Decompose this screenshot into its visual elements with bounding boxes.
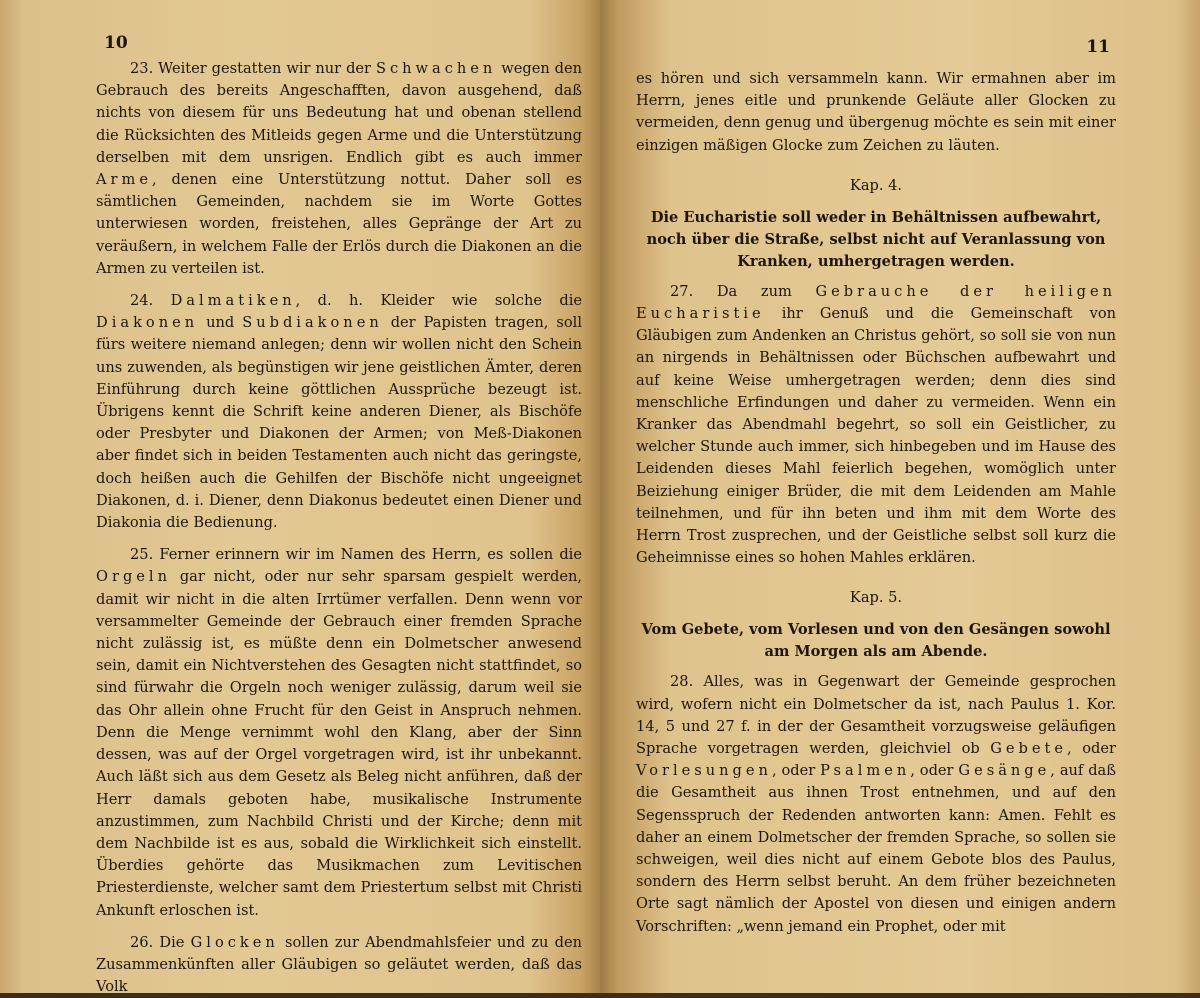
text-run: Weiter gestatten wir nur der	[158, 60, 372, 77]
paragraph-23	[96, 58, 582, 280]
continuation-paragraph: es hören und sich versammeln kann. Wir ermahnen aber im Herrn, jenes eitle und prunkende Geläute aller Glocken zu vermeiden, denn genug und übergenug möchte es sein mit einer einzigen mäßigen Glocke zum Zeichen zu läuten.	[636, 70, 1116, 154]
left-page	[0, 0, 600, 996]
chapter-title: Die Eucharistie soll weder in Behältnissen aufbewahrt, noch über die Straße, selbst nicht auf Veranlassung von Kranken, umhergetragen werden.	[646, 208, 1106, 270]
paragraph-number: 28.	[670, 673, 694, 691]
paragraph-number: 24.	[130, 292, 154, 310]
paragraph-26	[96, 932, 582, 998]
chapter-heading: Kap. 4.	[849, 176, 903, 194]
text-run: gar nicht, oder nur sehr sparsam gespielt werden, damit wir nicht in die alten Irrtümer verfallen. Denn wenn vor versammelter Gemeinde der Gebrauch einer fremden Sprache nicht zulässig ist, es müßte denn ein Dolmetscher anwesend sein, damit ein Nichtverstehen des Gesagten nicht stattfindet, so sind fürwahr die Orgeln noch weniger zulässig, darum weil sie das Ohr allein ohne Frucht für den Geist in Anspruch nehmen. Denn die Menge vernimmt wohl den Klang, aber der Sinn dessen, was auf der Orgel vorgetragen wird, ist ihr unbekannt. Auch läßt sich aus dem Gesetz als Beleg nicht anführen, daß der Herr damals geboten habe, musikalische Instrumente anzustimmen, zum Nachbild Christi und der Kirche; denn mit dem Nachbilde ist es aus, sobald die Wirklichkeit sich einstellt. Überdies gehörte das Musikmachen zum Levitischen Priesterdienste, welcher samt dem Priestertum selbst mit Christi Ankunft erloschen ist.	[96, 568, 583, 919]
chapter-heading: Kap. 5.	[849, 589, 903, 607]
paragraph-number: 27.	[670, 282, 694, 300]
spaced-term: Glocken	[190, 933, 279, 951]
spaced-term: Diakonen	[96, 314, 199, 332]
paragraph-number: 23.	[130, 60, 154, 77]
spaced-term: Gebrauche der heiligen Eucharistie	[636, 282, 1117, 323]
text-run: , oder	[910, 762, 954, 780]
spaced-term: Psalmen	[820, 762, 911, 780]
text-run: Da zum	[716, 282, 792, 300]
spaced-term: Dalmatiken	[170, 292, 296, 310]
text-run: Ferner erinnern wir im Namen des Herrn, es sollen die	[159, 546, 582, 564]
text-run: , denen eine Unterstützung nottut. Daher soll es sämtlichen Gemeinden, nachdem sie im Worte Gottes unterwiesen worden, freistehen, alles Gepränge der Art zu veräußern, in welchem Falle der Erlös durch die Diakonen an die Armen zu verteilen ist.	[96, 171, 582, 277]
spaced-term: Gesänge	[958, 762, 1051, 780]
text-run: und	[206, 314, 235, 332]
spaced-term: Orgeln	[96, 568, 171, 586]
paragraph-number: 25.	[130, 546, 154, 564]
paragraph-25	[96, 544, 582, 921]
text-run: Die	[159, 933, 185, 951]
text-run: , oder	[1067, 740, 1116, 758]
paragraph-27	[636, 281, 1116, 570]
paragraph-24	[96, 290, 582, 534]
text-run: sollen zur Abendmahlsfeier und zu den Zusammenkünften aller Gläubigen so geläutet werden, daß das Volk	[96, 933, 582, 996]
spaced-term: Vorlesungen	[636, 762, 772, 780]
paragraph-number: 26.	[130, 933, 154, 951]
text-run: wegen den Gebrauch des bereits Angeschafften, davon ausgehend, daß nichts von diesem für uns Bedeutung hat und obenan stellend die Rücksichten des Mitleids gegen Arme und die Unterstützung derselben mit dem unsrigen. Endlich gibt es auch immer	[96, 60, 583, 166]
text-run: ihr Genuß und die Gemeinschaft von Gläubigen zum Andenken an Christus gehört, so soll sie von nun an nirgends in Behältnissen oder Büchschen aufbewahrt und auf keine Weise umhergetragen werden; denn dies sind menschliche Erfindungen und daher zu vermeiden. Wenn ein Kranker das Abendmahl begehrt, so soll ein Geistlicher, zu welcher Stunde auch immer, sich hinbegeben und im Hause des Leidenden dieses Mahl feierlich begehen, womöglich unter Beiziehung einiger Brüder, die mit dem Leidenden am Mahle teilnehmen, und für ihn beten und ihm mit dem Worte des Herrn Trost zusprechen, und der Geistliche selbst soll kurz die Geheimnisse eines so hohen Mahles erklären.	[636, 305, 1116, 567]
page-number: 11	[1086, 37, 1110, 57]
chapter-title: Vom Gebete, vom Vorlesen und von den Gesängen sowohl am Morgen als am Abende.	[641, 621, 1111, 661]
spaced-term: Schwachen	[375, 60, 497, 77]
text-run: Alles, was in Gegenwart der Gemeinde gesprochen wird, wofern nicht ein Dolmetscher da ist, nach Paulus 1. Kor. 14, 5 und 27 f. in der der Gesamtheit vorzugsweise geläufigen Sprache vorgetragen werden, gleichviel ob	[636, 673, 1116, 758]
text-run: der Papisten tragen, soll fürs weitere niemand anlegen; denn wir wollen nicht den Schein uns zuwenden, als begünstigen wir jene geistlichen Ämter, deren Einführung durch keine göttlichen Aussprüche bezeugt ist. Übrigens kennt die Schrift keine anderen Diener, als Bischöfe oder Presbyter und Diakonen der Armen; von Meß-Diakonen aber findet sich in beiden Testamenten auch nicht das geringste, doch heißen auch die Gehilfen der Bischöfe nicht ungeeignet Diakonen, d. i. Diener, denn Diakonus bedeutet einen Diener und Diakonia die Bedienung.	[96, 314, 582, 532]
text-run: , oder	[771, 762, 816, 780]
right-page	[600, 0, 1200, 993]
text-run: , d. h. Kleider wie solche die	[295, 292, 583, 310]
paragraph-28	[636, 671, 1116, 937]
text-run: , auf daß die Gesamtheit aus ihnen Trost entnehmen, und auf den Segensspruch der Redenden antworten kann: Amen. Fehlt es daher an einem Dolmetscher der fremden Sprache, so sollen sie schweigen, weil dies nicht auf einem Gebote blos des Paulus, sondern des Herrn selbst beruht. An dem früher bezeichneten Orte sagt nämlich der Apostel von diesen und einigen andern Vorschriften: „wenn jemand ein Prophet, oder mit	[636, 762, 1116, 935]
spaced-term: Arme	[96, 171, 152, 189]
spaced-term: Gebete	[990, 740, 1068, 758]
spaced-term: Subdiakonen	[242, 314, 383, 332]
page-number: 10	[104, 33, 128, 53]
